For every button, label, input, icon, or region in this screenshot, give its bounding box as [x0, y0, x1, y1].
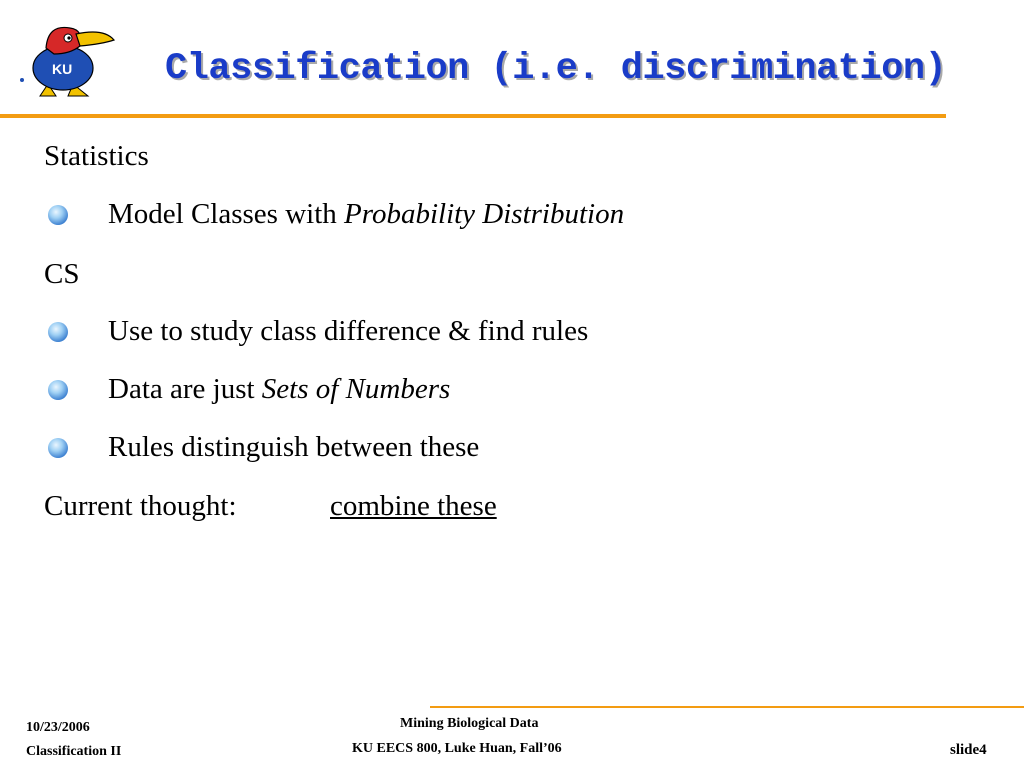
cs-heading: CS — [44, 258, 80, 290]
model-classes-prefix: Model Classes with — [108, 198, 345, 230]
footer-divider — [430, 706, 1024, 708]
data-sets-emphasis: Sets of Numbers — [261, 373, 451, 405]
slide-title: Classification (i.e. discrimination) — [165, 48, 947, 90]
cs-bullet-3: Rules distinguish between these — [108, 431, 480, 463]
slide-number: slide4 — [950, 742, 987, 758]
model-classes-text — [108, 198, 624, 231]
bullet-icon — [48, 380, 68, 400]
jayhawk-logo-icon — [18, 18, 118, 100]
model-classes-emphasis: Probability Distribution — [344, 198, 625, 230]
logo-text: KU — [52, 61, 73, 77]
bullet-icon — [48, 205, 68, 225]
statistics-heading: Statistics — [44, 140, 149, 172]
footer-course-info: KU EECS 800, Luke Huan, Fall’06 — [352, 741, 562, 756]
current-thought-value: combine these — [330, 490, 497, 522]
bullet-icon — [48, 438, 68, 458]
data-sets-text — [108, 373, 450, 406]
footer-topic: Classification II — [26, 744, 122, 759]
data-sets-prefix: Data are just — [108, 373, 262, 405]
footer-course-title: Mining Biological Data — [400, 716, 539, 731]
footer-date: 10/23/2006 — [26, 720, 90, 735]
cs-bullet-1: Use to study class difference & find rules — [108, 315, 589, 347]
current-thought-label: Current thought: — [44, 490, 237, 522]
title-divider — [0, 114, 946, 118]
bullet-icon — [48, 322, 68, 342]
